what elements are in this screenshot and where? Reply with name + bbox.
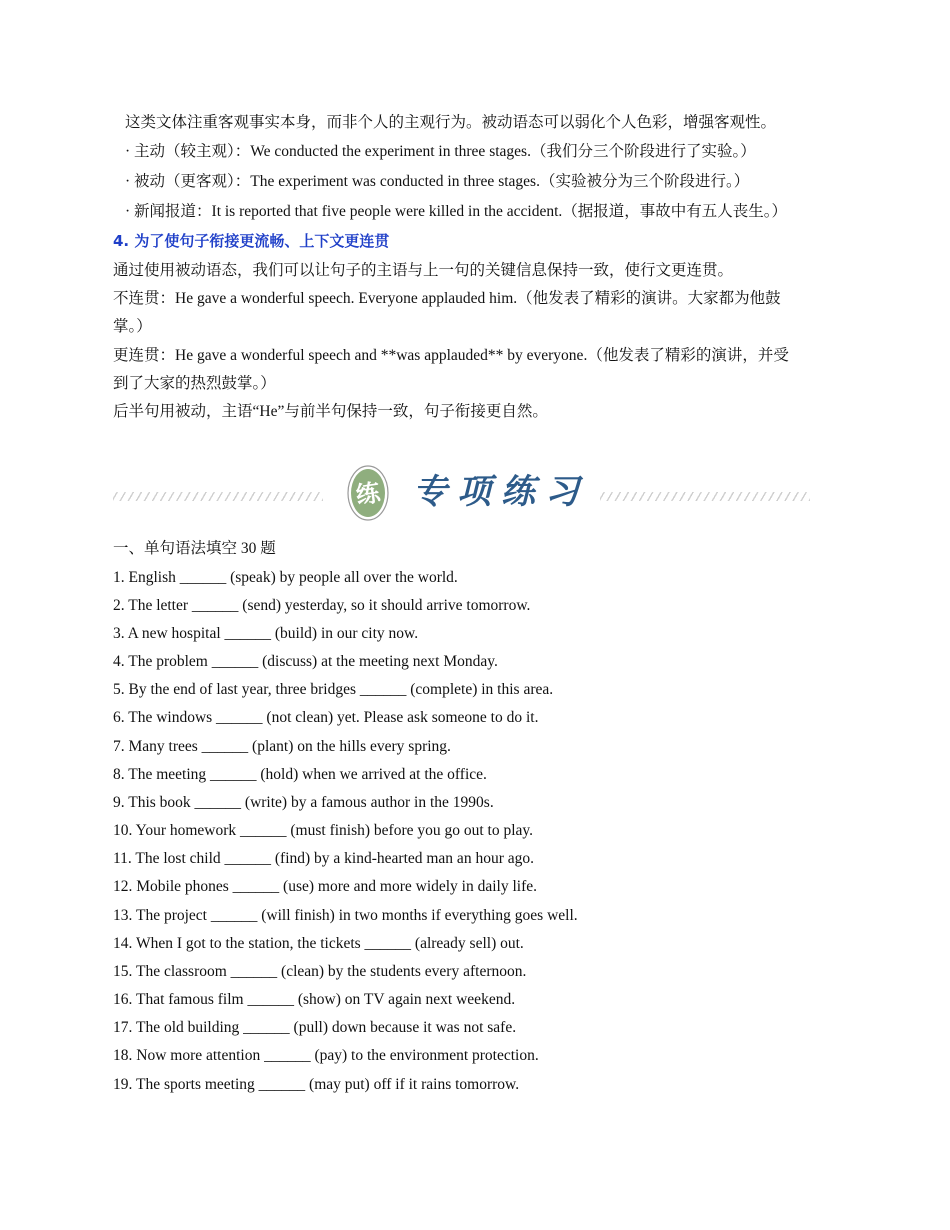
badge-char: 练 — [354, 477, 382, 510]
coherent-example-cont: 到了大家的热烈鼓掌。） — [113, 375, 276, 392]
coherent-example: 更连贯：He gave a wonderful speech and **was applauded** by everyone.（他发表了精彩的演讲，并受 — [113, 347, 789, 364]
question-item: 19. The sports meeting ______ (may put) off if it rains tomorrow. — [113, 1076, 520, 1093]
banner-title: 专项练习 — [413, 472, 589, 512]
question-item: 14. When I got to the station, the tickets ______ (already sell) out. — [113, 935, 524, 952]
question-item: 1. English ______ (speak) by people all over the world. — [113, 569, 458, 586]
question-item: 8. The meeting ______ (hold) when we arrived at the office. — [113, 766, 487, 783]
bullet-news-example: · 新闻报道：It is reported that five people were killed in the accident.（据报道，事故中有五人丧生。） — [125, 203, 788, 220]
question-item: 2. The letter ______ (send) yesterday, so it should arrive tomorrow. — [113, 597, 531, 614]
banner-hatch-right — [600, 492, 810, 501]
question-item: 6. The windows ______ (not clean) yet. Please ask someone to do it. — [113, 709, 539, 726]
section-heading: 4. 为了使句子衔接更流畅、上下文更连贯 — [113, 232, 390, 250]
exercise-title: 一、单句语法填空 30 题 — [113, 540, 276, 557]
banner-hatch-left — [113, 492, 323, 501]
question-item: 9. This book ______ (write) by a famous author in the 1990s. — [113, 794, 494, 811]
question-item: 5. By the end of last year, three bridges ______ (complete) in this area. — [113, 681, 554, 698]
question-item: 4. The problem ______ (discuss) at the meeting next Monday. — [113, 653, 498, 670]
question-item: 3. A new hospital ______ (build) in our city now. — [113, 625, 419, 642]
question-item: 15. The classroom ______ (clean) by the students every afternoon. — [113, 963, 527, 980]
incoherent-example-cont: 掌。） — [113, 318, 152, 335]
intro-paragraph: 这类文体注重客观事实本身，而非个人的主观行为。被动语态可以弱化个人色彩，增强客观性。 — [125, 114, 777, 131]
question-item: 18. Now more attention ______ (pay) to the environment protection. — [113, 1047, 539, 1064]
question-item: 12. Mobile phones ______ (use) more and more widely in daily life. — [113, 878, 538, 895]
question-item: 11. The lost child ______ (find) by a kind-hearted man an hour ago. — [113, 850, 534, 867]
question-item: 7. Many trees ______ (plant) on the hills every spring. — [113, 738, 451, 755]
incoherent-example: 不连贯：He gave a wonderful speech. Everyone applauded him.（他发表了精彩的演讲。大家都为他鼓 — [113, 290, 781, 307]
question-item: 16. That famous film ______ (show) on TV again next weekend. — [113, 991, 516, 1008]
question-item: 13. The project ______ (will finish) in two months if everything goes well. — [113, 907, 578, 924]
bullet-active-example: · 主动（较主观）：We conducted the experiment in three stages.（我们分三个阶段进行了实验。） — [125, 143, 756, 160]
section-paragraph: 通过使用被动语态，我们可以让句子的主语与上一句的关键信息保持一致，使行文更连贯。 — [113, 262, 734, 279]
practice-banner — [113, 460, 823, 530]
section-conclusion: 后半句用被动，主语“He”与前半句保持一致，句子衔接更自然。 — [113, 403, 548, 420]
practice-badge-icon — [346, 464, 390, 522]
question-item: 10. Your homework ______ (must finish) before you go out to play. — [113, 822, 534, 839]
question-item: 17. The old building ______ (pull) down because it was not safe. — [113, 1019, 517, 1036]
bullet-passive-example: · 被动（更客观）：The experiment was conducted in three stages.（实验被分为三个阶段进行。） — [125, 173, 750, 190]
